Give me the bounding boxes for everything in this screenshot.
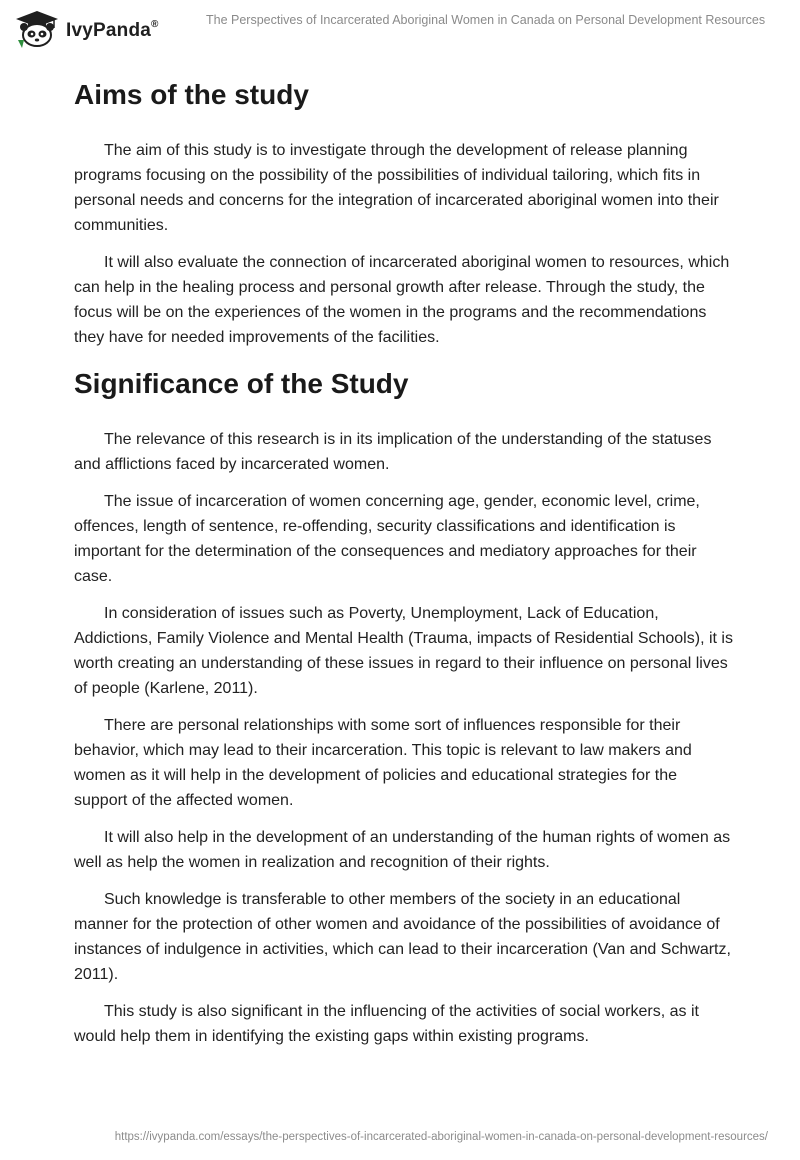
essay-content xyxy=(74,70,734,1061)
paragraph: The relevance of this research is in its implication of the understanding of the statuses and afflictions faced by incarcerated women. xyxy=(74,431,712,473)
paragraph: The aim of this study is to investigate through the development of release planning programs focusing on the possibility of the possibilities of individual tailoring, which fits in personal needs and concerns for the integration of incarcerated aboriginal women into their communities. xyxy=(74,142,719,234)
paragraph: It will also evaluate the connection of incarcerated aboriginal women to resources, which can help in the healing process and personal growth after release. Through the study, the focus will be on the experiences of the women in the programs and the recommendations they have for needed improvements of the facilities. xyxy=(74,254,730,346)
paragraph: This study is also significant in the influencing of the activities of social workers, as it would help them in identifying the existing gaps within existing programs. xyxy=(74,1003,699,1045)
panda-logo-icon xyxy=(14,10,60,48)
paragraph: There are personal relationships with some sort of influences responsible for their behavior, which may lead to their incarceration. This topic is relevant to law makers and women as it will help in the development of policies and educational strategies for the support of the affected women. xyxy=(74,717,692,809)
section-heading-significance: Significance of the Study xyxy=(74,368,409,399)
paragraph: In consideration of issues such as Poverty, Unemployment, Lack of Education, Addictions, Family Violence and Mental Health (Trauma, impacts of Residential Schools), it is worth creating an understanding of these issues in regard to their influence on personal lives of people (Karlene, 2011). xyxy=(74,605,733,697)
document-title: The Perspectives of Incarcerated Aboriginal Women in Canada on Personal Development Resources xyxy=(206,13,766,27)
brand-name: IvyPanda® xyxy=(66,18,159,41)
paragraph: It will also help in the development of an understanding of the human rights of women as well as help the women in realization and recognition of their rights. xyxy=(74,829,731,871)
paragraph: Such knowledge is transferable to other members of the society in an educational manner for the protection of other women and avoidance of the possibilities of avoidance of instances of indulgence in activities, which can lead to their incarceration (Van and Schwartz, 2011). xyxy=(74,891,731,983)
section-heading-aims: Aims of the study xyxy=(74,79,309,110)
source-url-link[interactable]: https://ivypanda.com/essays/the-perspectives-of-incarcerated-aboriginal-women-in-canada-on-personal-development-resources/ xyxy=(114,1131,768,1143)
ivypanda-logo[interactable] xyxy=(14,10,159,48)
page-header xyxy=(0,0,800,70)
paragraph: The issue of incarceration of women concerning age, gender, economic level, crime, offences, length of sentence, re-offending, security classifications and identification is important for the determination of the consequences and mediatory approaches for their case. xyxy=(74,493,700,585)
